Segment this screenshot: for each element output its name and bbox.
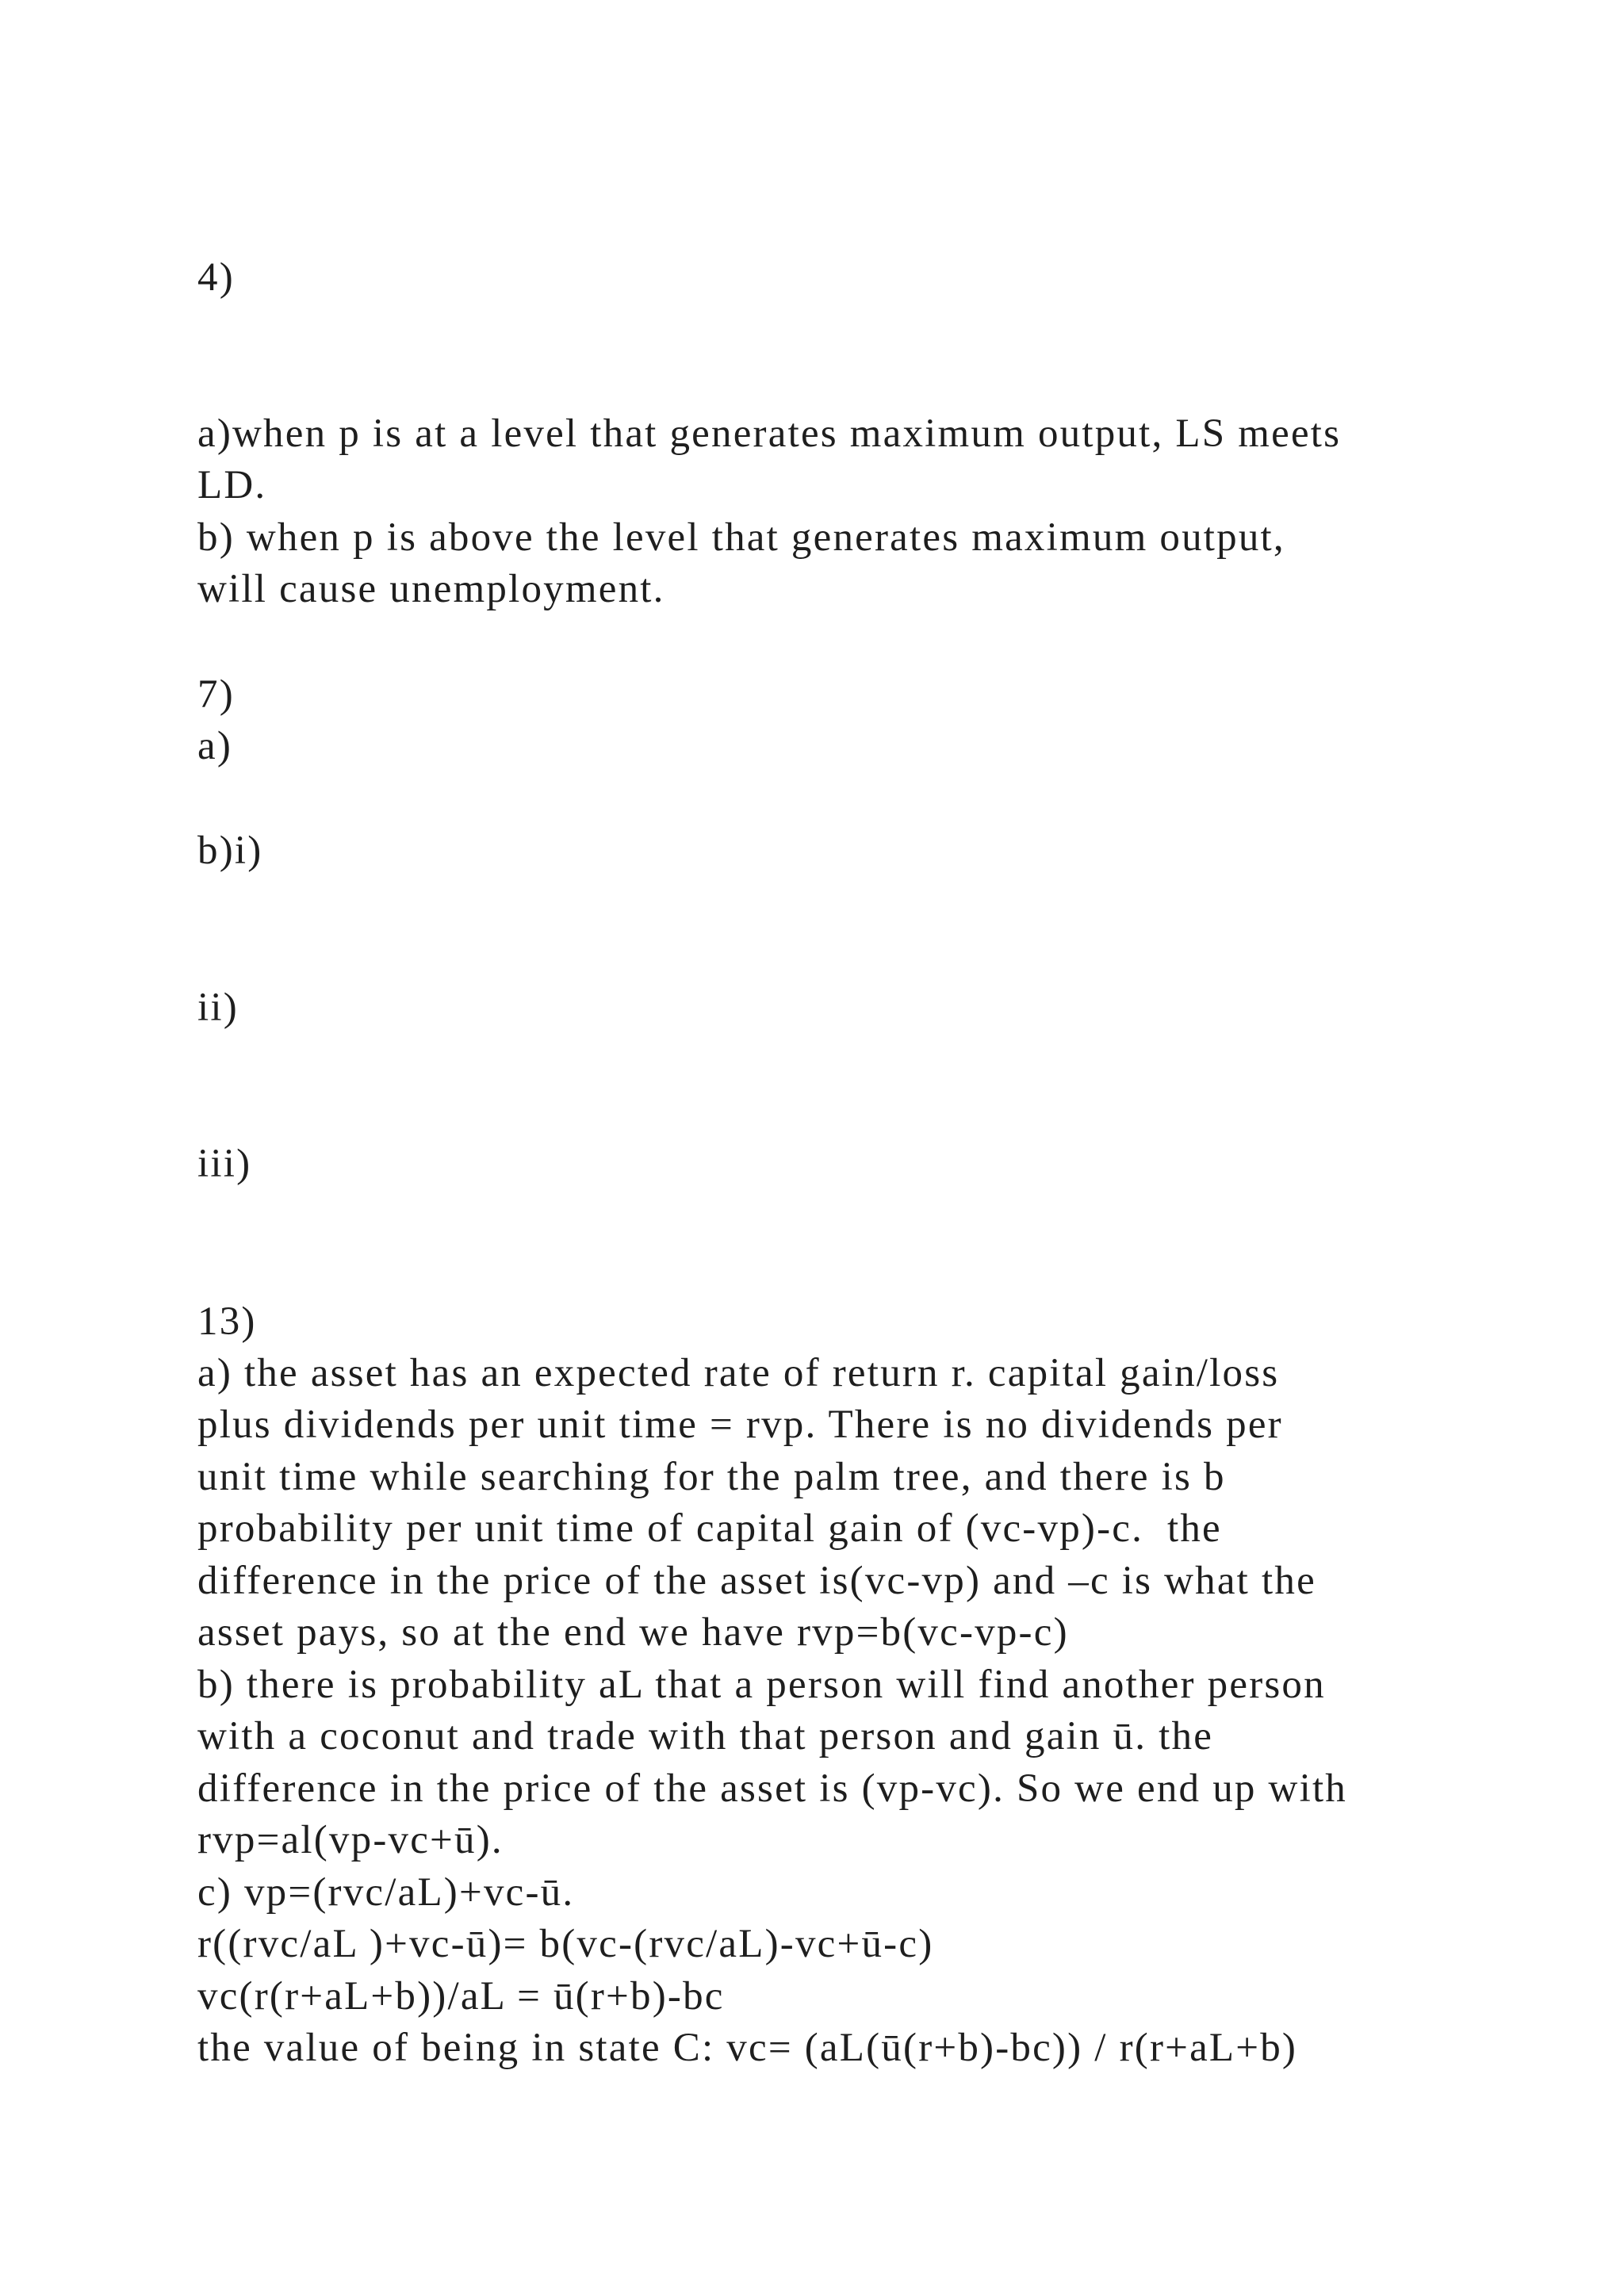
answer-4a-line-1: a)when p is at a level that generates maximum output, LS meets — [197, 411, 1342, 456]
answer-13b-line-3: difference in the price of the asset is (vp-vc). So we end up with — [197, 1766, 1348, 1811]
answer-7b-ii-label: ii) — [197, 985, 239, 1030]
answer-13c-conclusion: the value of being in state C: vc= (aL(ū(r+b)-bc)) / r(r+aL+b) — [197, 2026, 1298, 2070]
answer-13a-line-4: probability per unit time of capital gain of (vc-vp)-c. the — [197, 1506, 1222, 1551]
answer-7b-iii-label: iii) — [197, 1142, 252, 1186]
answer-4b-line-2: will cause unemployment. — [197, 567, 665, 611]
answer-13c-equation-2: vc(r(r+aL+b))/aL = ū(r+b)-bc — [197, 1974, 725, 2019]
answer-13b-line-1: b) there is probability aL that a person will find another person — [197, 1663, 1326, 1707]
answer-7b-i-label: b)i) — [197, 828, 263, 873]
section-heading-13: 13) — [197, 1299, 257, 1344]
answer-13c-line-1: c) vp=(rvc/aL)+vc-ū. — [197, 1870, 575, 1915]
answer-13b-line-2: with a coconut and trade with that person and gain ū. the — [197, 1714, 1214, 1758]
answer-13a-line-2: plus dividends per unit time = rvp. There is no dividends per — [197, 1402, 1283, 1447]
section-heading-7: 7) — [197, 672, 235, 717]
answer-13a-line-5: difference in the price of the asset is(vc-vp) and –c is what the — [197, 1559, 1316, 1603]
answer-13a-line-1: a) the asset has an expected rate of return r. capital gain/loss — [197, 1351, 1280, 1395]
answer-13a-line-3: unit time while searching for the palm tree, and there is b — [197, 1455, 1226, 1499]
answer-4a-line-2: LD. — [197, 463, 267, 507]
answer-13c-equation-1: r((rvc/aL )+vc-ū)= b(vc-(rvc/aL)-vc+ū-c) — [197, 1922, 934, 1966]
answer-4b-line-1: b) when p is above the level that generates maximum output, — [197, 515, 1285, 560]
answer-13a-line-6: asset pays, so at the end we have rvp=b(vc-vp-c) — [197, 1610, 1069, 1655]
answer-13b-line-4: rvp=al(vp-vc+ū). — [197, 1818, 504, 1862]
answer-7a-label: a) — [197, 724, 233, 768]
section-heading-4: 4) — [197, 255, 235, 300]
